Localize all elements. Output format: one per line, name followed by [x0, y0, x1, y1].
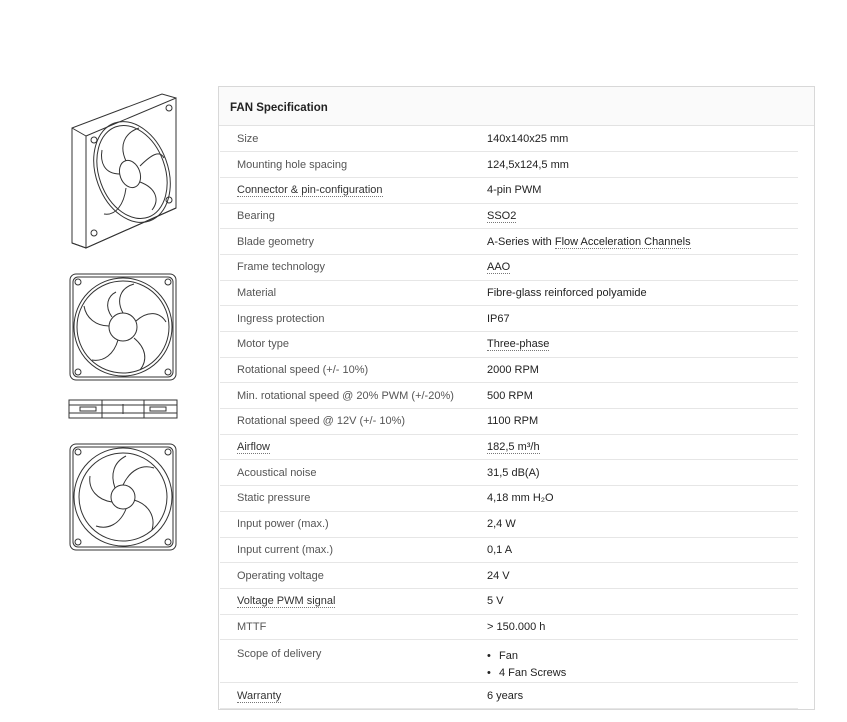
aao-link[interactable]: AAO [487, 261, 511, 274]
spec-value: 31,5 dB(A) [487, 466, 540, 479]
flow-acceleration-channels-link[interactable]: Flow Acceleration Channels [554, 235, 691, 248]
spec-row-ingress-protection [220, 306, 798, 332]
spec-value: 0,1 A [487, 543, 513, 556]
panel-title: FAN Specification [230, 102, 328, 114]
spec-label: Mounting hole spacing [237, 158, 348, 171]
spec-row-airflow [220, 434, 798, 460]
spec-value: IP67 [487, 312, 510, 325]
spec-label: Material [237, 286, 277, 299]
spec-label: MTTF [237, 620, 267, 633]
spec-row-input-power [220, 511, 798, 537]
spec-value: 24 V [487, 569, 510, 582]
spec-label: Min. rotational speed @ 20% PWM (+/-20%) [237, 389, 454, 402]
fan-back-drawing [68, 442, 178, 552]
voltage-pwm-info-link[interactable]: Voltage PWM signal [237, 595, 336, 608]
spec-row-acoustical-noise [220, 460, 798, 486]
spec-value: 124,5x124,5 mm [487, 158, 569, 171]
fan-front-drawing [68, 272, 178, 382]
spec-row-size [220, 126, 798, 152]
spec-value: Fibre-glass reinforced polyamide [487, 286, 647, 299]
list-item: • 4 Fan Screws [499, 665, 798, 682]
spec-row-connector [220, 177, 798, 203]
spec-label: Bearing [237, 209, 275, 222]
spec-table [220, 126, 798, 709]
three-phase-link[interactable]: Three-phase [487, 338, 550, 351]
spec-label: Scope of delivery [237, 648, 322, 661]
spec-value: 500 RPM [487, 389, 533, 402]
delivery-list [487, 648, 798, 682]
fan-side-drawing [68, 398, 178, 420]
spec-label: Rotational speed @ 12V (+/- 10%) [237, 415, 406, 428]
spec-label: Motor type [237, 338, 289, 351]
spec-label: Input power (max.) [237, 518, 329, 531]
spec-value: 1100 RPM [487, 415, 539, 428]
spec-row-motor-type [220, 332, 798, 358]
spec-label: Acoustical noise [237, 466, 317, 479]
spec-value: 4,18 mm H₂O [487, 492, 554, 505]
spec-row-rotational-speed [220, 357, 798, 383]
spec-label: Frame technology [237, 261, 326, 274]
spec-label: Input current (max.) [237, 543, 333, 556]
connector-info-link[interactable]: Connector & pin-configuration [237, 184, 383, 197]
spec-value: 4-pin PWM [487, 184, 542, 197]
fan-specification-panel [218, 86, 815, 710]
spec-value: 2000 RPM [487, 364, 539, 377]
spec-row-static-pressure [220, 486, 798, 512]
spec-row-warranty [220, 683, 798, 709]
airflow-info-link[interactable]: Airflow [237, 441, 271, 454]
spec-row-input-current [220, 537, 798, 563]
panel-header [219, 87, 814, 126]
spec-row-mttf [220, 614, 798, 640]
spec-row-bearing [220, 203, 798, 229]
sso2-link[interactable]: SSO2 [487, 209, 517, 222]
fan-isometric-drawing [64, 88, 184, 258]
spec-row-scope-of-delivery [220, 640, 798, 683]
airflow-value-link[interactable]: 182,5 m³/h [487, 441, 540, 454]
spec-row-min-rotational-speed [220, 383, 798, 409]
spec-row-operating-voltage [220, 563, 798, 589]
warranty-info-link[interactable]: Warranty [237, 689, 282, 702]
spec-row-voltage-pwm-signal [220, 588, 798, 614]
list-item: • Fan [499, 648, 798, 665]
spec-value: 2,4 W [487, 518, 516, 531]
spec-label: Blade geometry [237, 235, 315, 248]
spec-value: 140x140x25 mm [487, 132, 569, 145]
spec-label: Static pressure [237, 492, 311, 505]
spec-label: Rotational speed (+/- 10%) [237, 364, 369, 377]
spec-row-rotational-speed-12v [220, 409, 798, 435]
spec-label: Operating voltage [237, 569, 324, 582]
spec-value: 5 V [487, 595, 504, 608]
spec-row-material [220, 280, 798, 306]
spec-value-prefix: A-Series with [487, 235, 555, 248]
spec-row-frame-technology [220, 254, 798, 280]
spec-value: > 150.000 h [487, 620, 546, 633]
spec-row-blade-geometry [220, 229, 798, 255]
spec-value: 6 years [487, 689, 524, 702]
spec-row-mounting-hole-spacing [220, 152, 798, 178]
spec-label: Ingress protection [237, 312, 325, 325]
spec-label: Size [237, 132, 259, 145]
